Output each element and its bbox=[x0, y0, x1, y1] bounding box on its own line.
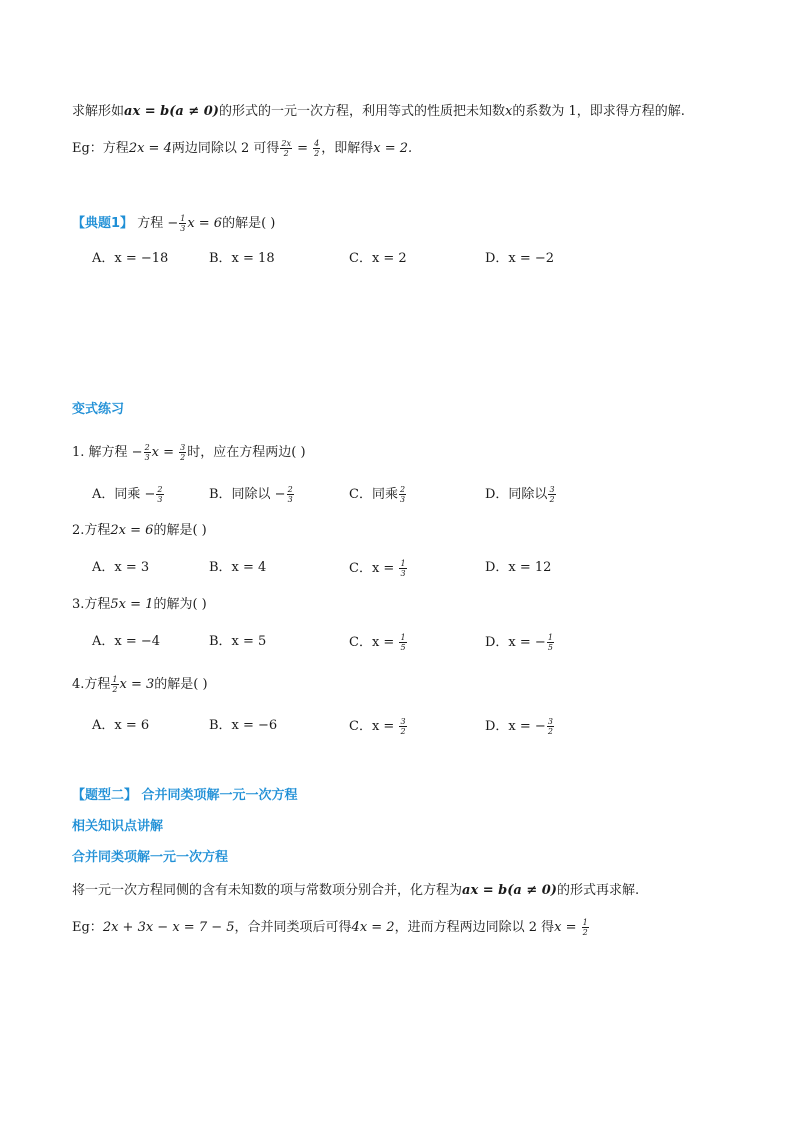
q2-options bbox=[92, 559, 712, 577]
option-c bbox=[349, 559, 408, 578]
q4-stem bbox=[72, 675, 208, 694]
practice-title: 变式练习 bbox=[72, 402, 125, 417]
option-a: A．x = 3 bbox=[92, 560, 150, 575]
option-a bbox=[92, 485, 165, 504]
option-b: B．x = 5 bbox=[209, 634, 267, 649]
numerator: 1 bbox=[400, 633, 406, 642]
denominator: 2 bbox=[283, 149, 289, 158]
q4-options bbox=[92, 717, 712, 735]
section2-text bbox=[72, 882, 639, 900]
numerator: 2x bbox=[281, 139, 291, 148]
section2-example bbox=[72, 918, 590, 937]
option-b: B．x = 4 bbox=[209, 560, 267, 575]
example1-stem bbox=[72, 214, 275, 233]
variable: x bbox=[504, 104, 513, 119]
eg-text: 两边同除以 2 可得 bbox=[171, 141, 280, 156]
fraction bbox=[582, 918, 589, 937]
denominator: 3 bbox=[400, 569, 406, 578]
numerator: 3 bbox=[547, 717, 553, 726]
intro-text: 的系数为 1，即求得方程的解. bbox=[512, 104, 685, 119]
body-text: 将一元一次方程同侧的含有未知数的项与常数项分别合并，化方程为 bbox=[72, 883, 463, 898]
section2-subtitle: 合并同类项解一元一次方程 bbox=[72, 850, 229, 865]
eg-text: ，合并同类项后可得 bbox=[234, 920, 352, 935]
equation: 2x = 4 bbox=[128, 141, 172, 156]
option-text: A．同乘 − bbox=[92, 487, 156, 502]
example-tag: 【典题1】 bbox=[72, 216, 134, 231]
equation: 2x + 3x − x = 7 − 5 bbox=[102, 920, 235, 935]
denominator: 3 bbox=[144, 453, 150, 462]
fraction bbox=[548, 485, 555, 504]
fraction bbox=[313, 139, 320, 158]
eg-text: ，即解得 bbox=[321, 141, 374, 156]
option-text: D．x = − bbox=[485, 635, 546, 650]
denominator: 2 bbox=[547, 727, 553, 736]
stem-text: 方程 − bbox=[137, 216, 179, 231]
option-c bbox=[349, 717, 408, 736]
option-text: C．x = bbox=[349, 719, 399, 734]
equation: x = 3 bbox=[119, 677, 155, 692]
option-text: B．同除以 − bbox=[209, 487, 286, 502]
q1-stem bbox=[72, 443, 306, 462]
q3-stem bbox=[72, 596, 207, 614]
stem-text: 的解是( ) bbox=[222, 216, 276, 231]
fraction bbox=[399, 633, 406, 652]
intro-text: 求解形如 bbox=[72, 104, 125, 119]
stem-text: 的解是( ) bbox=[153, 523, 207, 538]
denominator: 3 bbox=[399, 495, 406, 504]
equation: 2x = 6 bbox=[110, 523, 154, 538]
numerator: 1 bbox=[547, 633, 553, 642]
numerator: 2 bbox=[287, 485, 293, 494]
denominator: 2 bbox=[549, 495, 555, 504]
body-text: 的形式再求解. bbox=[556, 883, 640, 898]
fraction bbox=[547, 717, 554, 736]
option-d bbox=[485, 717, 555, 736]
denominator: 2 bbox=[400, 727, 406, 736]
section2-subtitle: 相关知识点讲解 bbox=[72, 819, 164, 834]
equation: x = 6 bbox=[187, 216, 223, 231]
denominator: 3 bbox=[287, 495, 293, 504]
fraction bbox=[547, 633, 554, 652]
fraction bbox=[287, 485, 294, 504]
numerator: 1 bbox=[400, 559, 406, 568]
numerator: 2 bbox=[144, 443, 150, 452]
option-c bbox=[349, 485, 407, 504]
numerator: 1 bbox=[112, 675, 118, 684]
numerator: 3 bbox=[180, 443, 186, 452]
numerator: 3 bbox=[549, 485, 555, 494]
stem-text: 的解是( ) bbox=[154, 677, 208, 692]
option-text: D．x = − bbox=[485, 719, 546, 734]
denominator: 2 bbox=[314, 149, 320, 158]
intro-line bbox=[72, 103, 685, 121]
denominator: 2 bbox=[180, 453, 186, 462]
option-d: D．x = −2 bbox=[485, 251, 555, 266]
numerator: 3 bbox=[400, 717, 406, 726]
denominator: 3 bbox=[157, 495, 163, 504]
option-b: B．x = −6 bbox=[209, 718, 278, 733]
eg-label: Eg：方程 bbox=[72, 141, 129, 156]
q3-options bbox=[92, 633, 712, 651]
option-c: C．x = 2 bbox=[349, 251, 407, 266]
numerator: 2 bbox=[399, 485, 406, 494]
option-text: C．x = bbox=[349, 635, 399, 650]
option-text: C．x = bbox=[349, 561, 399, 576]
example1-options bbox=[92, 250, 712, 268]
equation: x = bbox=[151, 445, 179, 460]
numerator: 4 bbox=[314, 139, 320, 148]
equals: = bbox=[293, 141, 313, 156]
eg-text: ，进而方程两边同除以 2 得 bbox=[394, 920, 555, 935]
option-a: A．x = 6 bbox=[92, 718, 150, 733]
fraction bbox=[399, 559, 406, 578]
option-text: D．同除以 bbox=[485, 487, 548, 502]
stem-text: 1. 解方程 − bbox=[72, 445, 143, 460]
option-a: A．x = −18 bbox=[92, 251, 169, 266]
intro-example bbox=[72, 139, 412, 158]
q2-stem bbox=[72, 522, 207, 540]
equation: 5x = 1 bbox=[110, 597, 154, 612]
fraction bbox=[399, 485, 406, 504]
stem-text: 4.方程 bbox=[72, 677, 111, 692]
stem-text: 3.方程 bbox=[72, 597, 111, 612]
fraction bbox=[144, 443, 151, 462]
equation: 4x = 2 bbox=[351, 920, 395, 935]
formula: ax = b(a ≠ 0) bbox=[124, 104, 219, 119]
eg-label: Eg： bbox=[72, 920, 103, 935]
numerator: 2 bbox=[157, 485, 163, 494]
numerator: 1 bbox=[180, 214, 186, 223]
fraction bbox=[399, 717, 406, 736]
option-d bbox=[485, 485, 557, 504]
stem-text: 2.方程 bbox=[72, 523, 111, 538]
fraction bbox=[111, 675, 118, 694]
stem-text: 时，应在方程两边( ) bbox=[187, 445, 306, 460]
option-a: A．x = −4 bbox=[92, 634, 161, 649]
denominator: 3 bbox=[180, 224, 186, 233]
equation: x = 2. bbox=[373, 141, 413, 156]
denominator: 5 bbox=[547, 643, 553, 652]
stem-text: 的解为( ) bbox=[153, 597, 207, 612]
equation: x = bbox=[554, 920, 581, 935]
fraction bbox=[179, 214, 186, 233]
option-text: C．同乘 bbox=[349, 487, 398, 502]
intro-text: 的形式的一元一次方程，利用等式的性质把未知数 bbox=[218, 104, 505, 119]
denominator: 5 bbox=[400, 643, 406, 652]
fraction bbox=[156, 485, 163, 504]
option-b bbox=[209, 485, 295, 504]
denominator: 2 bbox=[112, 685, 118, 694]
section2-title: 【题型二】 合并同类项解一元一次方程 bbox=[72, 788, 298, 803]
numerator: 1 bbox=[582, 918, 588, 927]
option-d: D．x = 12 bbox=[485, 560, 552, 575]
fraction bbox=[280, 139, 292, 158]
q1-options bbox=[92, 485, 712, 503]
option-c bbox=[349, 633, 408, 652]
denominator: 2 bbox=[582, 928, 588, 937]
option-b: B．x = 18 bbox=[209, 251, 275, 266]
option-d bbox=[485, 633, 555, 652]
fraction bbox=[179, 443, 186, 462]
formula: ax = b(a ≠ 0) bbox=[462, 883, 557, 898]
